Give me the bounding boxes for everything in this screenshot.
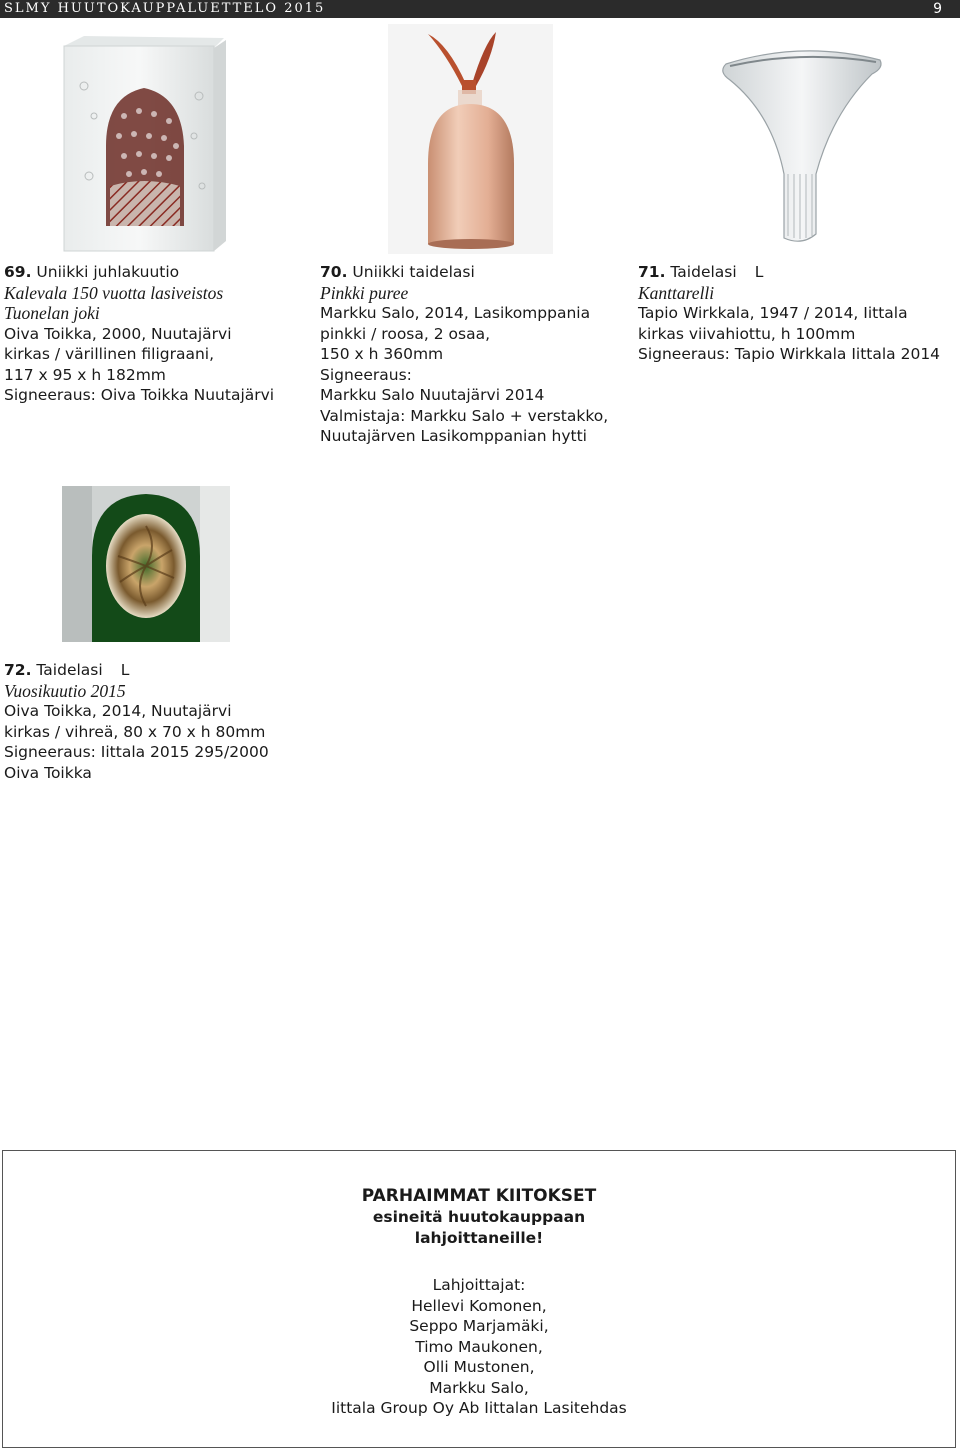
lot-mark: L <box>754 263 764 281</box>
lot-number: 69. <box>4 263 32 281</box>
lot-detail-line: kirkas viivahiottu, h 100mm <box>638 324 856 343</box>
lot-number: 72. <box>4 661 32 679</box>
page-number: 9 <box>933 1 942 17</box>
lot-detail-line: Nuutajärven Lasikomppanian hytti <box>320 427 587 445</box>
donors-label: Lahjoittajat: <box>432 1276 526 1294</box>
catalog-title: SLMY HUUTOKAUPPALUETTELO 2015 <box>4 1 326 16</box>
lot-72 <box>4 660 269 783</box>
lot-detail-line: Markku Salo Nuutajärvi 2014 <box>320 386 545 404</box>
lot-detail-line: Oiva Toikka, 2000, Nuutajärvi <box>4 324 232 343</box>
lot-title: Uniikki juhlakuutio <box>36 263 180 281</box>
lot-detail-line: Valmistaja: Markku Salo + verstakko, <box>320 406 609 425</box>
lot-detail-line: Signeeraus: <box>320 365 412 384</box>
lot-69 <box>4 262 274 406</box>
lot-mark: L <box>120 661 130 679</box>
lot-italic-line: Vuosikuutio 2015 <box>4 680 126 701</box>
lot-72-photo <box>58 486 234 644</box>
thanks-content <box>3 1185 955 1419</box>
donor-name: Hellevi Komonen, <box>411 1296 547 1315</box>
lot-detail-line: Tapio Wirkkala, 1947 / 2014, Iittala <box>638 304 908 322</box>
lot-italic-line: Pinkki puree <box>320 282 409 303</box>
lot-71-photo <box>712 44 892 254</box>
donor-name: Seppo Marjamäki, <box>409 1317 549 1335</box>
lot-number: 71. <box>638 263 666 281</box>
thanks-heading: PARHAIMMAT KIITOKSET <box>361 1186 597 1206</box>
lot-detail-line: Oiva Toikka, 2014, Nuutajärvi <box>4 702 232 720</box>
lot-detail-line: Signeeraus: Tapio Wirkkala Iittala 2014 <box>638 345 941 363</box>
lot-detail-line: Oiva Toikka <box>4 763 92 782</box>
lot-italic-line: Kanttarelli <box>638 282 715 303</box>
lot-70-photo <box>388 24 553 254</box>
donor-name: Olli Mustonen, <box>423 1358 535 1376</box>
lot-detail-line: Markku Salo, 2014, Lasikomppania <box>320 304 591 322</box>
lot-detail-line: 117 x 95 x h 182mm <box>4 365 166 384</box>
thanks-box <box>2 1150 956 1448</box>
thanks-subline: esineitä huutokauppaan <box>372 1208 586 1226</box>
lot-detail-line: Signeeraus: Iittala 2015 295/2000 <box>4 743 269 761</box>
lot-71 <box>638 262 940 365</box>
donor-name: Iittala Group Oy Ab Iittalan Lasitehdas <box>331 1399 627 1417</box>
lot-69-photo <box>44 26 244 256</box>
lot-detail-line: kirkas / värillinen filigraani, <box>4 345 215 363</box>
lot-title: Taidelasi <box>670 263 737 281</box>
lot-italic-line: Kalevala 150 vuotta lasiveistos <box>4 282 224 303</box>
lot-70 <box>320 262 608 447</box>
lot-number: 70. <box>320 263 348 281</box>
lot-italic-line: Tuonelan joki <box>4 303 100 323</box>
lot-title: Uniikki taidelasi <box>352 263 475 281</box>
lot-detail-line: pinkki / roosa, 2 osaa, <box>320 324 491 343</box>
lot-detail-line: Signeeraus: Oiva Toikka Nuutajärvi <box>4 386 275 404</box>
page-header <box>0 0 960 18</box>
lot-detail-line: kirkas / vihreä, 80 x 70 x h 80mm <box>4 722 266 741</box>
lot-title: Taidelasi <box>36 661 103 679</box>
donor-name: Markku Salo, <box>429 1378 529 1397</box>
donor-name: Timo Maukonen, <box>415 1337 543 1356</box>
thanks-subline: lahjoittaneille! <box>414 1229 544 1247</box>
lot-detail-line: 150 x h 360mm <box>320 345 444 363</box>
